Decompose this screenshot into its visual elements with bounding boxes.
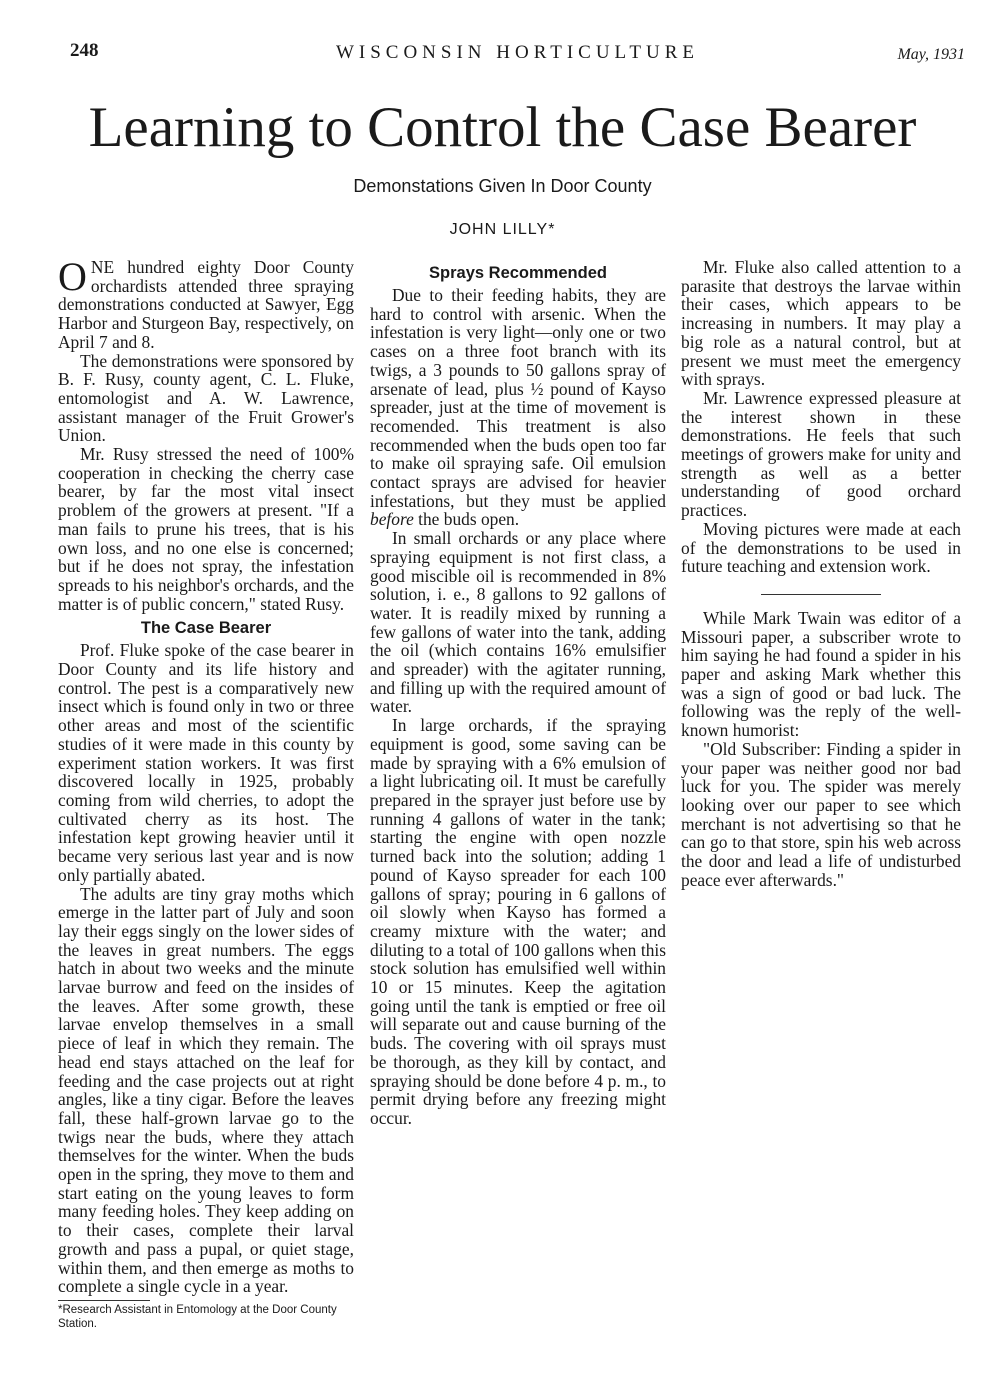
paragraph: Due to their feeding habits, they are hard to control with arsenic. When the infestation is very light—only one or two cases on a three foot branch with its twigs, a 3 pounds to 50 gallons spray of arsenate of lead, plus ½ pound of Kayso spreader, just at the time of movement is recomended. This treatment is also recommended when the buds open too far to make oil spraying safe. Oil emulsion contact sprays are advised for heavier infestations, but they must be applied before the buds open.: [370, 285, 666, 530]
column-2: [370, 258, 666, 1128]
page-header: [70, 40, 965, 70]
paragraph: In small orchards or any place where spraying equipment is not first class, a good miscible oil is recommended in 8% solution, i. e., 8 gallons to 92 gallons of water. It is readily mixed by running a few gallons of water into the tank, adding the oil (which contains 16% emulsifier and spreader) with the agitater running, and filling up with the required amount of water.: [370, 528, 666, 717]
drop-cap: O: [58, 254, 87, 299]
issue-date: May, 1931: [897, 46, 965, 63]
article-author: JOHN LILLY*: [449, 221, 556, 238]
filler-paragraph: While Mark Twain was editor of a Missouri paper, a subscriber wrote to him saying he had found a spider in his paper and asking Mark whether this was a sign of good or bad luck. The following was the reply of the well-known humorist:: [681, 607, 961, 741]
section-heading-case-bearer: The Case Bearer: [140, 619, 272, 638]
paragraph: The demonstrations were sponsored by B. F. Rusy, county agent, C. L. Fluke, entomologist and A. W. Lawrence, assistant manager of the Fruit Grower's Union.: [58, 350, 354, 446]
section-heading-sprays: Sprays Recommended: [429, 264, 607, 282]
paragraph: ONE hundred eighty Door County orchardists attended three spraying demonstrations conducted at Sawyer, Egg Harbor and Sturgeon Bay, respectively, on April 7 and 8.: [58, 254, 354, 352]
section-divider: [761, 594, 881, 595]
article-subtitle: Demonstations Given In Door County: [353, 176, 652, 196]
column-1: [58, 254, 354, 1297]
paragraph: Moving pictures were made at each of the demonstrations to be used in future teaching and extension work.: [681, 518, 961, 577]
paragraph: The adults are tiny gray moths which emerge in the latter part of July and soon lay their eggs singly on the lower sides of the leaves in great numbers. The eggs hatch in about two weeks and the minute larvae burrow and feed on the insides of the leaves. After some growth, these larvae envelop themselves in a small piece of leaf in which they remain. The head end stays attached on the leaf for feeding and the case projects out at right angles, like a tiny cigar. Before the leaves fall, these half-grown larvae go to the twigs near the buds, where they attach themselves for the winter. When the buds open in the spring, they move to them and start eating on the young leaves to form many feeding holes. They keep adding on to their cases, complete their larval growth and pass a pupal, or quiet stage, within them, and then emerge as moths to complete a single cycle in a year.: [58, 883, 354, 1297]
paragraph: Mr. Rusy stressed the need of 100% cooperation in checking the cherry case bearer, by far the most vital insect problem of the growers at present. "If a man fails to prune his trees, that is his own loss, and no one else is concerned; but if he does not spray, the infestation spreads to his neighbor's orchards, and the matter is of public concern," stated Rusy.: [58, 444, 354, 614]
page-number: 248: [70, 40, 99, 61]
masthead: WISCONSIN HORTICULTURE: [335, 42, 700, 63]
paragraph: Mr. Lawrence expressed pleasure at the interest shown in these demonstrations. He feels that such meetings of growers make for unity and strength as well as a better understanding of good orchard practices.: [681, 387, 961, 521]
footnote: *Research Assistant in Entomology at the Door County Station.: [58, 1304, 337, 1330]
paragraph: Prof. Fluke spoke of the case bearer in Door County and its life history and control. The pest is a comparatively new insect which is found only in two or three other areas and most of the scientific studies of it were made in this county by experiment station workers. It was first discovered locally in 1925, probably coming from wild cherries, to adopt the cultivated cherry as its host. The infestation kept growing heavier until it became very serious last year and is now only partially abated.: [58, 640, 354, 885]
emphasis-before: before: [370, 509, 414, 530]
footnote-rule: [58, 1300, 150, 1301]
column-3: [681, 258, 961, 890]
filler-paragraph: "Old Subscriber: Finding a spider in your paper was neither good nor bad luck for you. The spider was merely looking over our paper to see which merchant is not advertising so that he can go to that store, spin his web across the door and lead a life of undisturbed peace ever afterwards.": [681, 738, 961, 890]
paragraph: In large orchards, if the spraying equipment is good, some saving can be made by spraying with a 6% emulsion of a light lubricating oil. It must be carefully prepared in the sprayer just before use by running 4 gallons of water in the tank; starting the engine with open nozzle turned back into the solution; adding 1 pound of Kayso spreader for each 100 gallons of spray; pouring in 6 gallons of oil slowly when Kayso has formed a creamy mixture with the water; and diluting to a total of 100 gallons when this stock solution has emulsified well within 10 or 15 minutes. Keep the agitation going until the tank is emptied or free oil will separate out and cause burning of the buds. The covering with oil sprays must be thorough, as they kill by contact, and spraying should be done before 4 p. m., to permit drying before any freezing might occur.: [370, 715, 666, 1128]
paragraph: Mr. Fluke also called attention to a parasite that destroys the larvae within their cases, which appears to be increasing in numbers. It may play a big role as a natural control, but at present we must meet the emergency with sprays.: [681, 257, 961, 390]
article-title: Learning to Control the Case Bearer: [88, 96, 917, 159]
